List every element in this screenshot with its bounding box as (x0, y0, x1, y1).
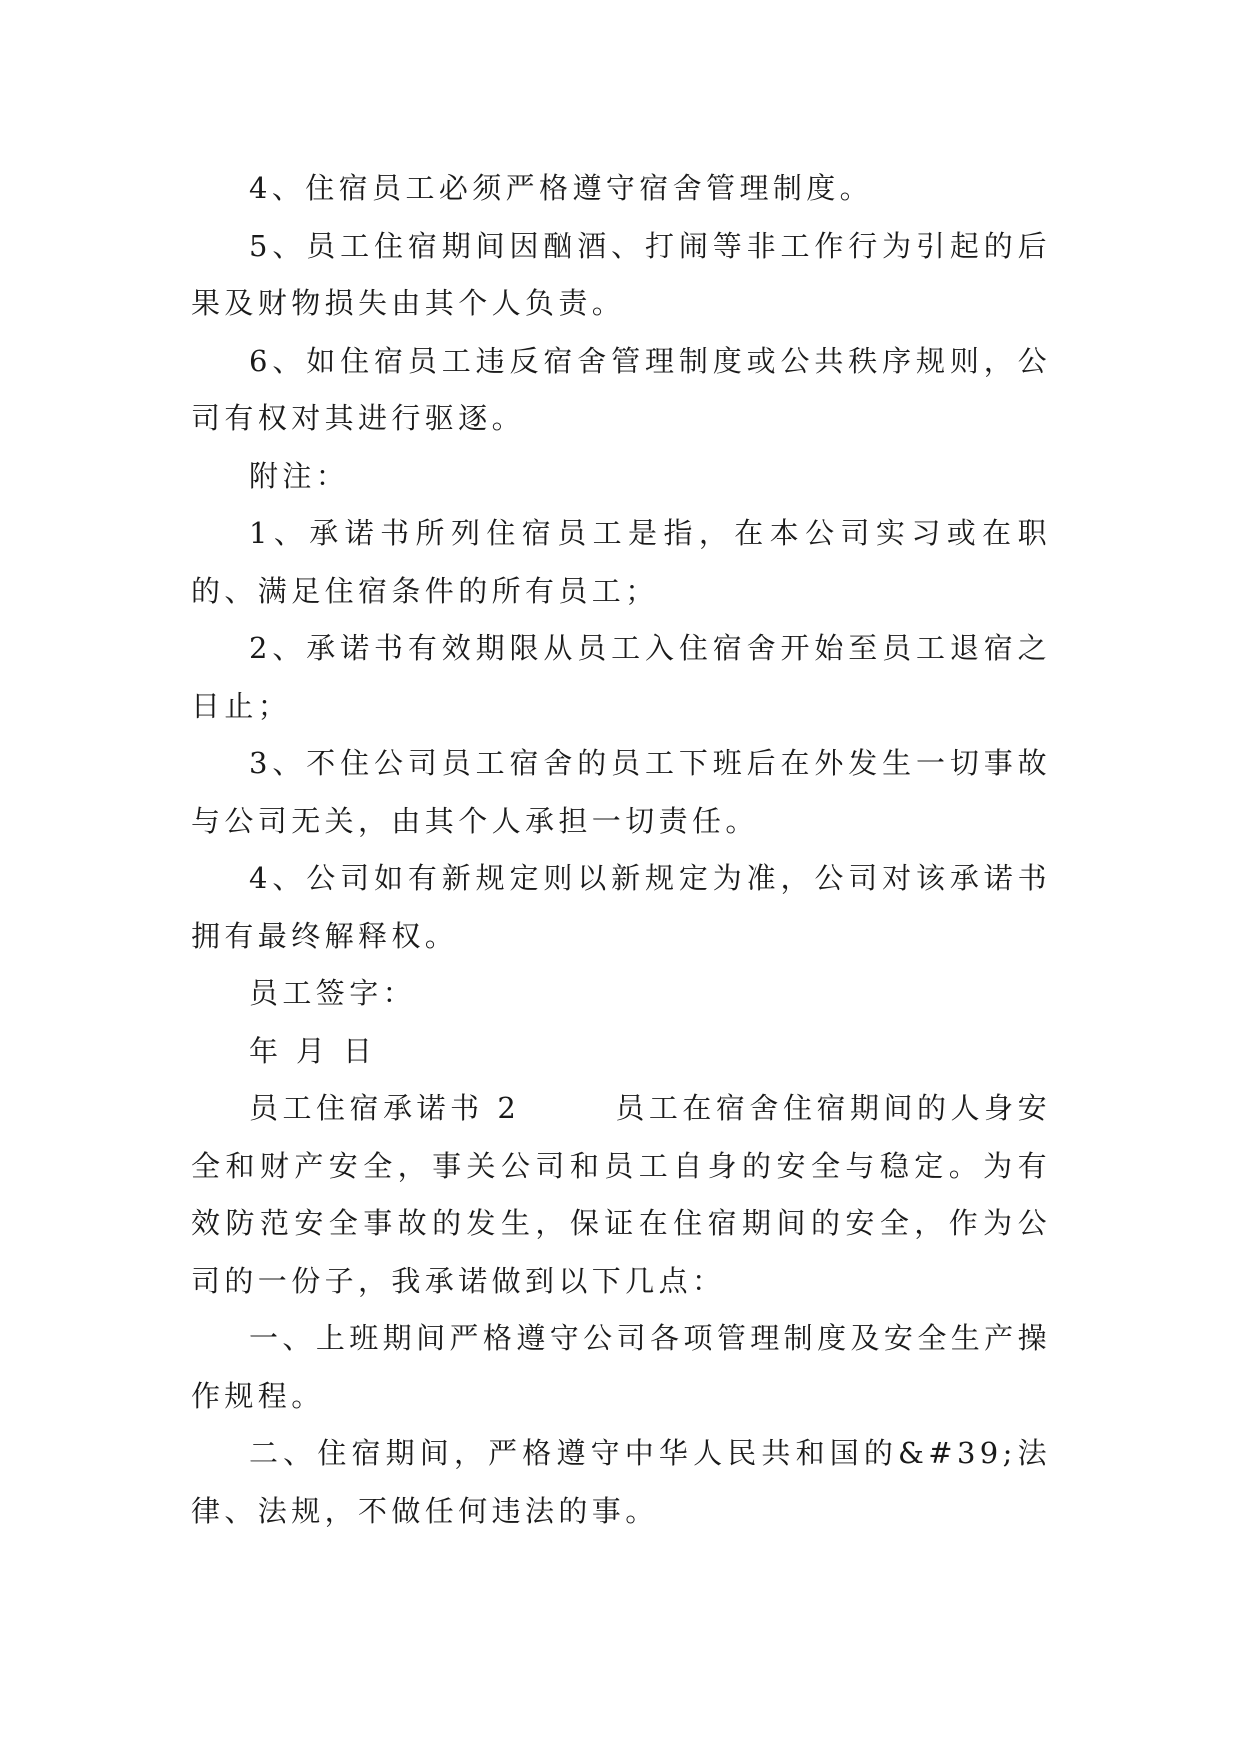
date-line: 年 月 日 (249, 1033, 377, 1068)
employee-signature-label: 员工签字： (249, 976, 417, 1010)
section-2-title: 员工住宿承诺书 2 (249, 1091, 521, 1125)
document-body (191, 160, 1051, 1540)
commitment-1: 一、上班期间严格遵守公司各项管理制度及安全生产操作规程。 (191, 1321, 1051, 1413)
paragraph-rule-4: 4、住宿员工必须严格遵守宿舍管理制度。 (249, 171, 874, 205)
notes-heading: 附注： (249, 458, 350, 493)
section-2-paragraph (191, 1080, 1051, 1310)
note-1: 1、承诺书所列住宿员工是指，在本公司实习或在职的、满足住宿条件的所有员工； (191, 516, 1051, 608)
note-2: 2、承诺书有效期限从员工入住宿舍开始至员工退宿之日止； (191, 631, 1051, 723)
note-3: 3、不住公司员工宿舍的员工下班后在外发生一切事故与公司无关，由其个人承担一切责任。 (191, 746, 1051, 838)
section-2-intro: 员工在宿舍住宿期间的人身安全和财产安全，事关公司和员工自身的安全与稳定。为有效防范安全事故的发生，保证在住宿期间的安全，作为公司的一份子，我承诺做到以下几点： (191, 1091, 1051, 1298)
commitment-2: 二、住宿期间，严格遵守中华人民共和国的&#39;法律、法规，不做任何违法的事。 (191, 1436, 1051, 1528)
paragraph-rule-6: 6、如住宿员工违反宿舍管理制度或公共秩序规则，公司有权对其进行驱逐。 (191, 343, 1051, 435)
paragraph-rule-5: 5、员工住宿期间因酗酒、打闹等非工作行为引起的后果及财物损失由其个人负责。 (191, 228, 1051, 320)
note-4: 4、公司如有新规定则以新规定为准，公司对该承诺书拥有最终解释权。 (191, 861, 1051, 953)
